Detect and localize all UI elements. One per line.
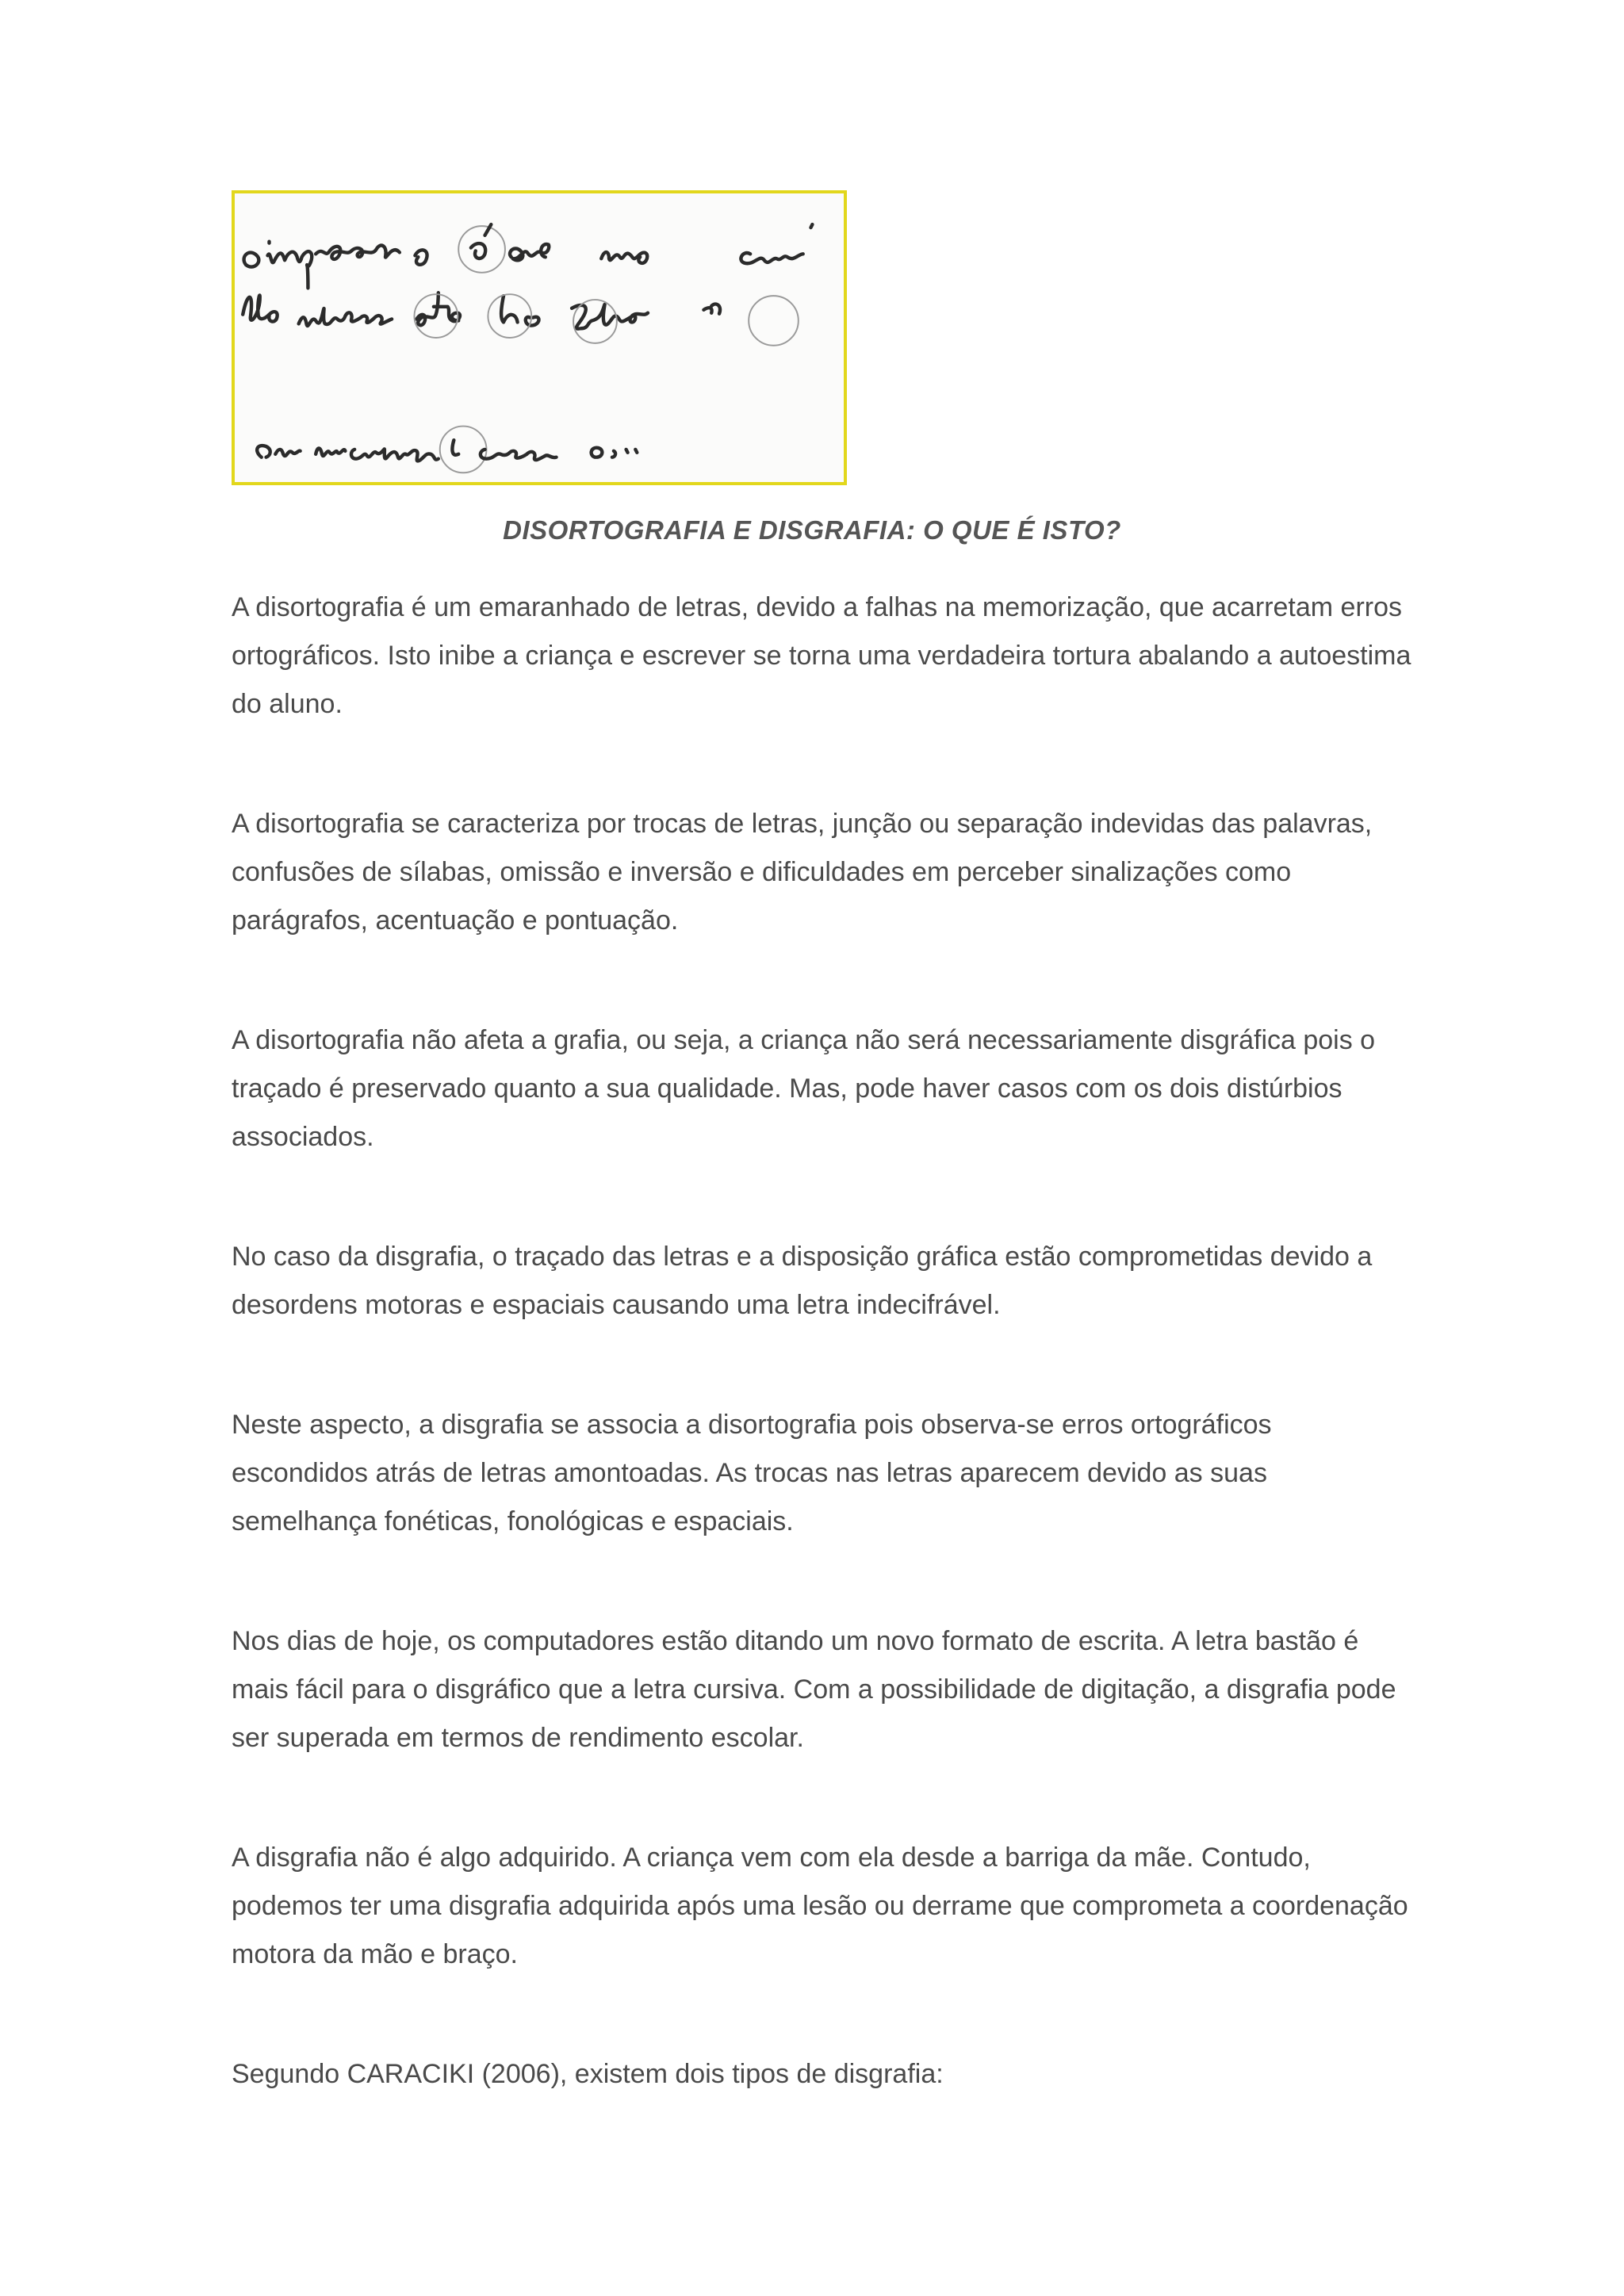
paragraph: A disortografia se caracteriza por trocas de letras, junção ou separação indevidas das palavras, confusões de sílabas, omissão e inversão e dificuldades em perceber sinalizações como parágrafos, acentuação e pontuação. [232, 809, 1373, 936]
handwriting-sample-image [232, 190, 847, 485]
paragraph: Nos dias de hoje, os computadores estão ditando um novo formato de escrita. A letra bastão é mais fácil para o disgráfico que a letra cursiva. Com a possibilidade de digitação, a disgrafia pode ser superada em termos de rendimento escolar. [232, 1626, 1396, 1753]
document-title: DISORTOGRAFIA E DISGRAFIA: O QUE É ISTO? [503, 515, 1121, 545]
document-body [232, 584, 1413, 2170]
paragraph: Segundo CARACIKI (2006), existem dois tipos de disgrafia: [232, 2059, 944, 2089]
paragraph: A disgrafia não é algo adquirido. A criança vem com ela desde a barriga da mãe. Contudo, podemos ter uma disgrafia adquirida após uma lesão ou derrame que comprometa a coordenação motora da mão e braço. [232, 1843, 1408, 1969]
paragraph: A disortografia é um emaranhado de letras, devido a falhas na memorização, que acarretam erros ortográficos. Isto inibe a criança e escrever se torna uma verdadeira tortura abalando a autoestima do aluno. [232, 592, 1411, 719]
handwriting-scribble [235, 193, 844, 482]
paragraph: A disortografia não afeta a grafia, ou seja, a criança não será necessariamente disgráfica pois o traçado é preservado quanto a sua qualidade. Mas, pode haver casos com os dois distúrbios associados. [232, 1025, 1376, 1152]
paragraph: Neste aspecto, a disgrafia se associa a disortografia pois observa-se erros ortográficos escondidos atrás de letras amontoadas. As trocas nas letras aparecem devido as suas semelhança fonéticas, fonológicas e espaciais. [232, 1410, 1272, 1536]
paragraph: No caso da disgrafia, o traçado das letras e a disposição gráfica estão comprometidas devido a desordens motoras e espaciais causando uma letra indecifrável. [232, 1242, 1373, 1320]
